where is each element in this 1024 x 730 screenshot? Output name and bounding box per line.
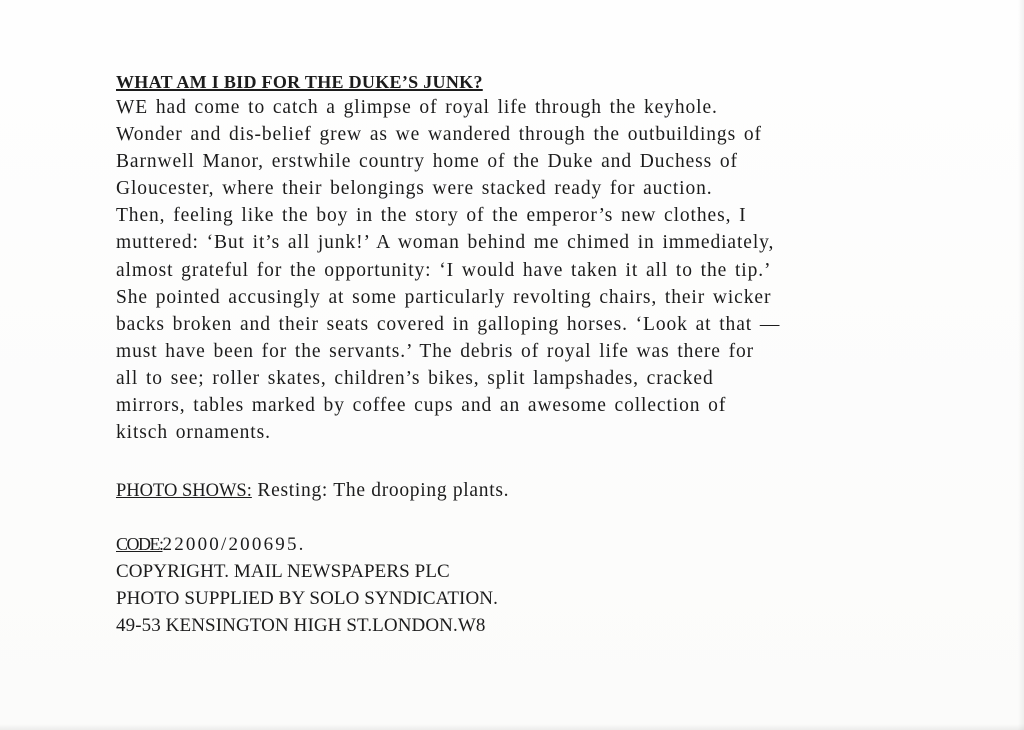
- address-line: 49-53 KENSINGTON HIGH ST.LONDON.W8: [116, 615, 486, 637]
- article: [116, 70, 916, 639]
- page-edge-shadow-bottom: [0, 724, 1024, 730]
- photo-code-line: [116, 531, 916, 558]
- credits-block: [116, 531, 916, 639]
- photo-caption-label: PHOTO SHOWS:: [116, 481, 252, 502]
- page-edge-shadow-right: [1018, 0, 1024, 730]
- supplier-line: PHOTO SUPPLIED BY SOLO SYNDICATION.: [116, 588, 498, 610]
- photo-code-value: 22000/200695.: [162, 534, 306, 556]
- article-headline: WHAT AM I BID FOR THE DUKE’S JUNK?: [116, 72, 483, 92]
- article-body: WE had come to catch a glimpse of royal life through the keyhole. Wonder and dis-belief grew as we wandered through the outbuildings of Barnwell Manor, erstwhile country home of the Duke and Duchess of Gloucester, where their belongings were stacked ready for auction. Then, feeling like the boy in the story of the emperor’s new clothes, I muttered: ‘But it’s all junk!’ A woman behind me chimed in immediately, almost grateful for the opportunity: ‘I would have taken it all to the tip.’ She pointed accusingly at some particularly revolting chairs, their wicker backs broken and their seats covered in galloping horses. ‘Look at that — must have been for the servants.’ The debris of royal life was there for all to see; roller skates, children’s bikes, split lampshades, cracked mirrors, tables marked by coffee cups and an awesome collection of kitsch ornaments.: [116, 97, 781, 444]
- photo-caption-text: Resting: The drooping plants.: [251, 480, 510, 502]
- photo-code-label: CODE:: [116, 534, 163, 555]
- copyright-line: COPYRIGHT. MAIL NEWSPAPERS PLC: [116, 561, 450, 583]
- photo-caption: [116, 477, 916, 505]
